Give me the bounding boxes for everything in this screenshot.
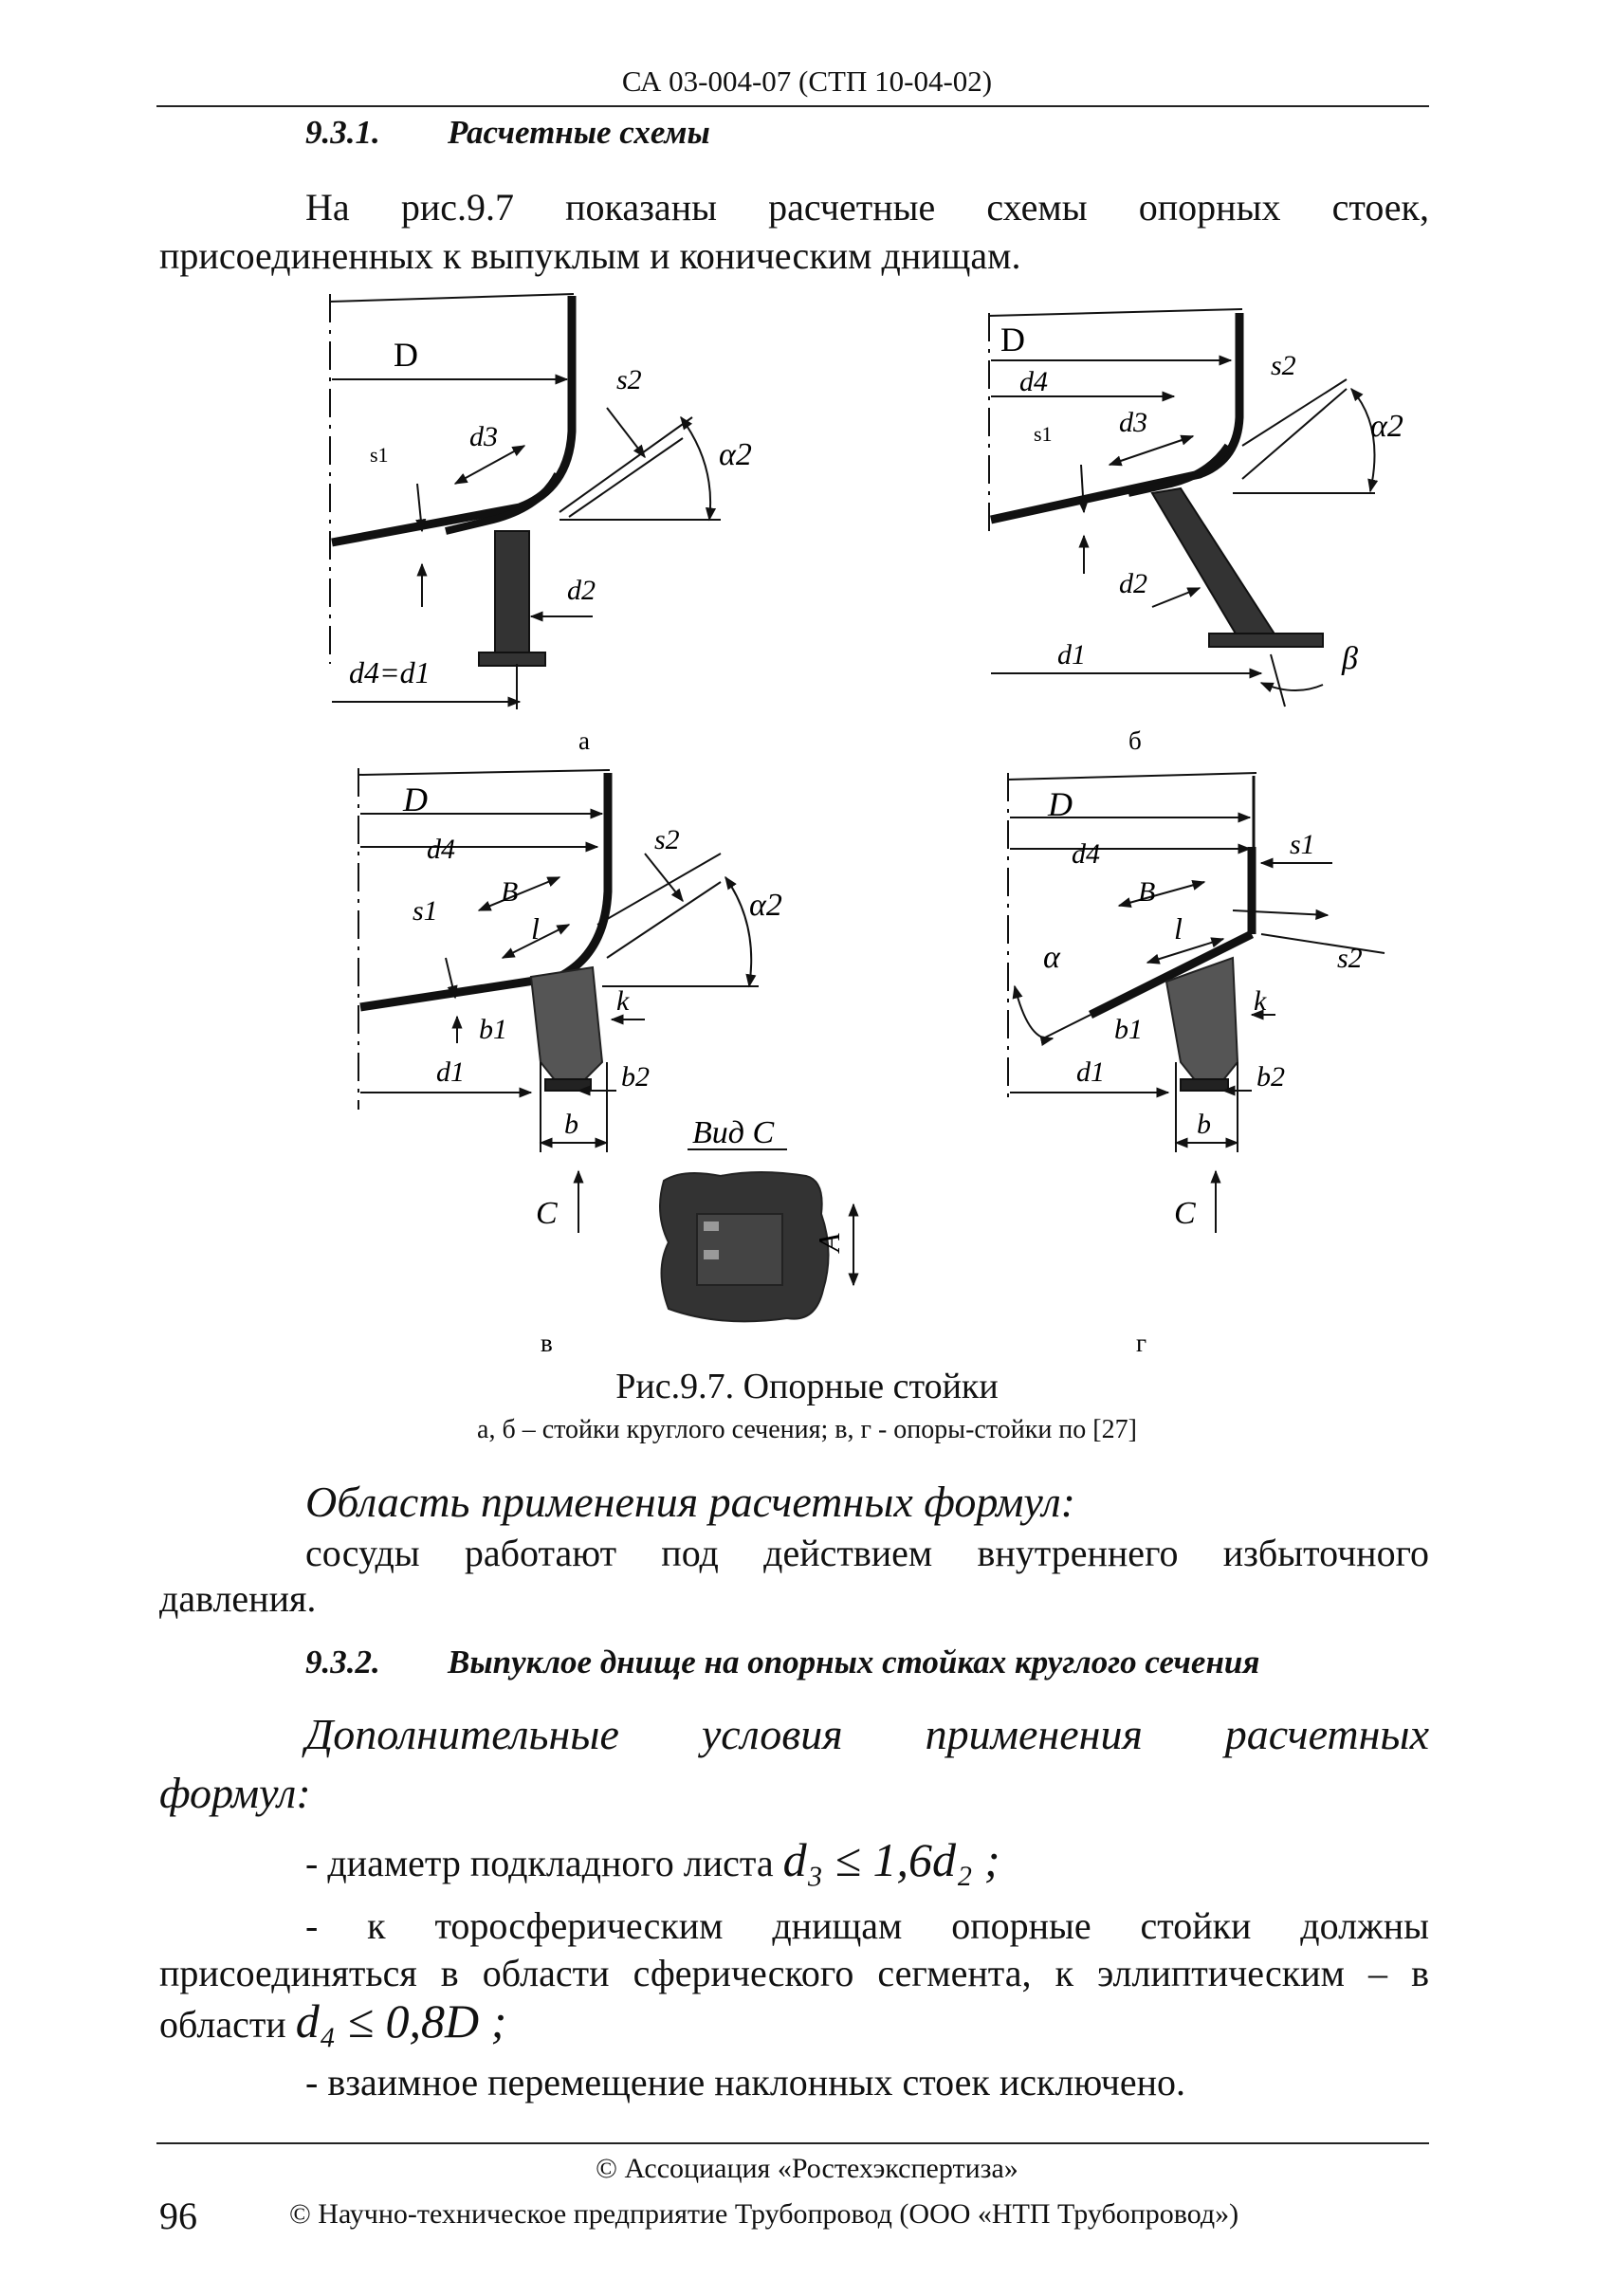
header-rule (156, 105, 1429, 107)
page-number: 96 (159, 2195, 197, 2237)
panel-g (1008, 773, 1385, 1233)
label-panel-b: б (1128, 726, 1142, 755)
label-b-d2: d2 (1119, 568, 1147, 599)
label-v-C: C (536, 1196, 558, 1231)
s2-leader (569, 438, 683, 517)
label-a-d2: d2 (567, 575, 596, 606)
section-title: Расчетные схемы (448, 114, 710, 151)
head-wall (332, 296, 572, 542)
label-b-s2: s2 (1271, 350, 1296, 381)
condition-1-text: - диаметр подкладного листа (305, 1842, 774, 1884)
scope-line-1: сосуды работают под действием внутреннего избыточного (305, 1532, 1429, 1574)
section-number: 9.3.1. (305, 114, 380, 151)
base-plate (479, 652, 545, 666)
label-panel-g: г (1136, 1329, 1147, 1357)
label-view-c-A: A (812, 1233, 846, 1252)
label-a-d3: d3 (469, 421, 498, 452)
footer-line-1: © Ассоциация «Ростехэкспертиза» (596, 2153, 1018, 2184)
label-v-D: D (403, 781, 428, 818)
label-v-b: b (564, 1109, 578, 1140)
conditions-heading-line-1: Дополнительные условия применения расчетных (305, 1710, 1429, 1758)
label-b-d3: d3 (1119, 407, 1147, 438)
label-a-s2: s2 (616, 364, 642, 395)
label-v-d4: d4 (427, 834, 455, 865)
label-v-k: k (616, 985, 630, 1017)
condition-2-text: области (159, 2003, 286, 2046)
label-a-alpha2: α2 (719, 437, 752, 472)
label-panel-a: а (578, 726, 590, 755)
label-v-b2: b2 (621, 1061, 650, 1093)
label-view-c: Вид C (692, 1115, 775, 1150)
label-g-s2: s2 (1337, 943, 1363, 974)
running-header: СА 03-004-07 (СТП 10-04-02) (621, 64, 993, 98)
condition-1 (305, 1835, 1000, 1888)
label-a-D: D (394, 336, 418, 374)
label-v-d1: d1 (436, 1056, 465, 1088)
condition-2-line-1: - к торосферическим днищам опорные стойки должны (305, 1904, 1429, 1947)
label-g-b2: b2 (1256, 1061, 1285, 1093)
label-g-C: C (1174, 1196, 1196, 1231)
condition-2-formula: d₄ ≤ 0,8D ; (295, 1994, 507, 2048)
figure-caption-sub: а, б – стойки круглого сечения; в, г - опоры-стойки по [27] (477, 1415, 1137, 1444)
section-title: Выпуклое днище на опорных стойках круглого сечения (448, 1644, 1260, 1681)
label-g-B: B (1138, 876, 1156, 908)
condition-2-line-2: присоединяться в области сферического сегмента, к эллиптическим – в (159, 1952, 1429, 1994)
label-g-l: l (1174, 911, 1183, 946)
label-panel-v: в (541, 1329, 553, 1357)
condition-1-formula: d₃ ≤ 1,6d₂ ; (782, 1833, 1000, 1886)
section-932-heading (305, 1644, 1259, 1681)
label-g-d4: d4 (1072, 838, 1100, 870)
condition-2-line-3 (159, 1996, 506, 2049)
support-post (495, 531, 529, 659)
label-b-s1: s1 (1034, 422, 1053, 446)
label-g-b: b (1197, 1109, 1211, 1140)
label-b-d4: d4 (1019, 366, 1048, 397)
label-g-alpha: α (1043, 940, 1060, 975)
label-g-b1: b1 (1114, 1014, 1143, 1045)
alpha2-arc (681, 417, 710, 520)
footer-rule (156, 2142, 1429, 2144)
label-b-D: D (1000, 321, 1025, 358)
panel-a (330, 294, 721, 709)
section-931-heading (305, 114, 710, 152)
label-g-k: k (1254, 985, 1267, 1017)
label-v-l: l (531, 911, 540, 946)
label-g-s1: s1 (1290, 829, 1315, 860)
label-g-D: D (1048, 785, 1073, 823)
label-b-d1: d1 (1057, 639, 1086, 670)
label-v-s1: s1 (413, 895, 438, 927)
conditions-heading-line-2: формул: (159, 1769, 311, 1817)
label-g-d1: d1 (1076, 1056, 1105, 1088)
label-a-s1: s1 (370, 443, 389, 467)
condition-3: - взаимное перемещение наклонных стоек исключено. (305, 2061, 1186, 2103)
footer-line-2: © Научно-техническое предприятие Трубопровод (ООО «НТП Трубопровод») (289, 2198, 1239, 2230)
label-b-beta: β (1342, 641, 1358, 676)
label-v-alpha2: α2 (749, 888, 782, 923)
label-v-B: B (501, 876, 519, 908)
intro-line-1: На рис.9.7 показаны расчетные схемы опорных стоек, (305, 186, 1429, 229)
scope-heading: Область применения расчетных формул: (305, 1478, 1075, 1526)
intro-line-2: присоединенных к выпуклым и коническим днищам. (159, 234, 1021, 277)
label-v-s2: s2 (654, 824, 680, 855)
figure-9-7 (0, 275, 1614, 1366)
label-b-alpha2: α2 (1370, 409, 1403, 444)
figure-caption-title: Рис.9.7. Опорные стойки (615, 1367, 999, 1406)
label-a-d4d1: d4=d1 (349, 655, 431, 689)
section-number: 9.3.2. (305, 1644, 380, 1681)
label-v-b1: b1 (479, 1014, 507, 1045)
scope-line-2: давления. (159, 1577, 317, 1620)
